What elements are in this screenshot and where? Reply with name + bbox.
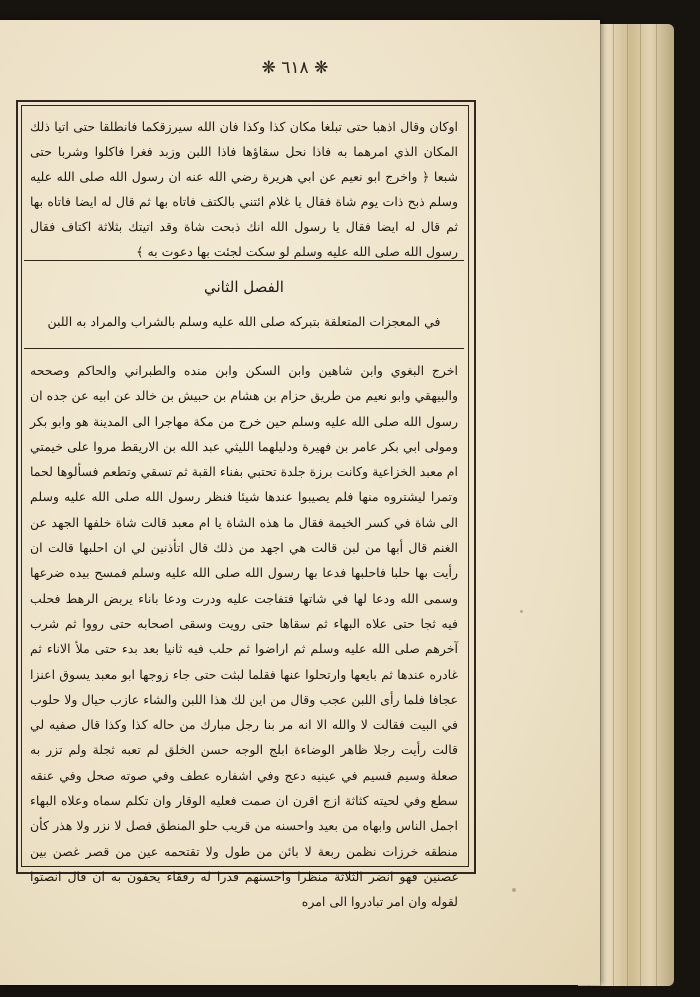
section-divider-top — [24, 260, 464, 261]
paper-spot — [520, 610, 523, 613]
section-divider-bottom — [24, 348, 464, 349]
chapter-subtitle: في المعجزات المتعلقة بتبركه صلى الله عليه وسلم بالشراب والمراد به اللبن — [47, 314, 441, 329]
main-paragraph: اخرج البغوي وابن شاهين وابن السكن وابن منده والطبراني والحاكم وصححه والبيهقي وابو نعيم من طريق حزام بن هشام بن حبيش بن خالد عن ابيه عن جده ان رسول الله صلى الله عليه وسلم حين خرج من مكة مهاجرا الى المدينة هو وابو بكر ومولى ابي بكر عامر بن فهيرة ودليلهما الليثي عبد الله بن الاريقط مروا على خيمتي ام معبد الخزاعية وكانت برزة جلدة تحتبي بفناء القبة ثم تسقي وتطعم فسألوها لحما وتمرا ليشتروه منها فلم يصيبوا عندها شيئا فنظر رسول الله صلى الله عليه وسلم الى شاة في كسر الخيمة فقال ما هذه الشاة يا ام معبد قالت شاة خلفها الجهد عن الغنم قال أبها من لبن قالت هي اجهد من ذلك قال اتأذنين لي ان احلبها قالت ان رأيت بها حلبا فاحلبها فدعا بها رسول الله صلى الله عليه وسلم فمسح بيده ضرعها وسمى الله ودعا لها في شاتها فتفاجت عليه ودرت ودعا باناء يربض الرهط فحلب فيه ثجا حتى علاه البهاء ثم سقاها حتى رويت وسقى اصحابه حتى رووا ثم شرب آخرهم صلى الله عليه وسلم ثم اراضوا ثم حلب فيه ثانيا بعد بدء حتى ملأ الاناء ثم غادره عندها ثم بايعها وارتحلوا عنها فقلما لبثت حتى جاء زوجها ابو معبد يسوق اعنزا عجافا فلما رأى اللبن عجب وقال من اين لك هذا اللبن والشاء عازب حيال ولا حلوب في البيت فقالت لا والله الا انه مر بنا رجل مبارك من حاله كذا وكذا قال صفيه لي قالت رأيت رجلا ظاهر الوضاءة ابلج الوجه حسن الخلق لم تعبه ثجلة ولم تزر به صعلة وسيم قسيم في عينيه دعج وفي اشفاره عطف وفي صوته صحل وفي عنقه سطع وفي لحيته كثاثة ازج اقرن ان صمت فعليه الوقار وان تكلم سماه وعلاه البهاء اجمل الناس وابهاه من بعيد واحسنه من قريب حلو المنطق فصل لا نزر ولا هذر كأن منطقه خرزات نظمن ربعة لا بائن من طول ولا تقتحمه عين من قصر غصن بين غصنين فهو انضر الثلاثة منظرا واحسنهم قدرا له رفقاء يحفون به ان قال انصتوا لقوله وان امر تبادروا الى امره — [30, 363, 458, 910]
page-number: ❋ ٦١٨ ❋ — [261, 58, 329, 78]
chapter-title: الفصل الثاني — [204, 278, 284, 296]
paper-spot — [512, 888, 516, 892]
top-paragraph: اوكان وقال اذهبا حتى تبلغا مكان كذا وكذا فان الله سيرزقكما فانطلقا حتى اتيا ذلك المكان الذي امرهما به فاذا نحل سقاؤها فاذا اللبن وزبد فغرا فاكلوا وشربا حتى شبعا ﴿ واخرج ابو نعيم عن ابي هريرة رضي الله عنه ان رسول الله صلى الله عليه وسلم ذبح ذات يوم شاة فقال يا غلام ائتني بالكتف فاتاه بها ثم قال له ايضا فاتاه بها ثم قال له ايضا فقال يا رسول الله انك ذبحت شاة وقد اتيتك بثلاثة اكتاف فقال رسول الله صلى الله عليه وسلم لو سكت لجئت بها دعوت به ﴾ — [30, 119, 458, 259]
